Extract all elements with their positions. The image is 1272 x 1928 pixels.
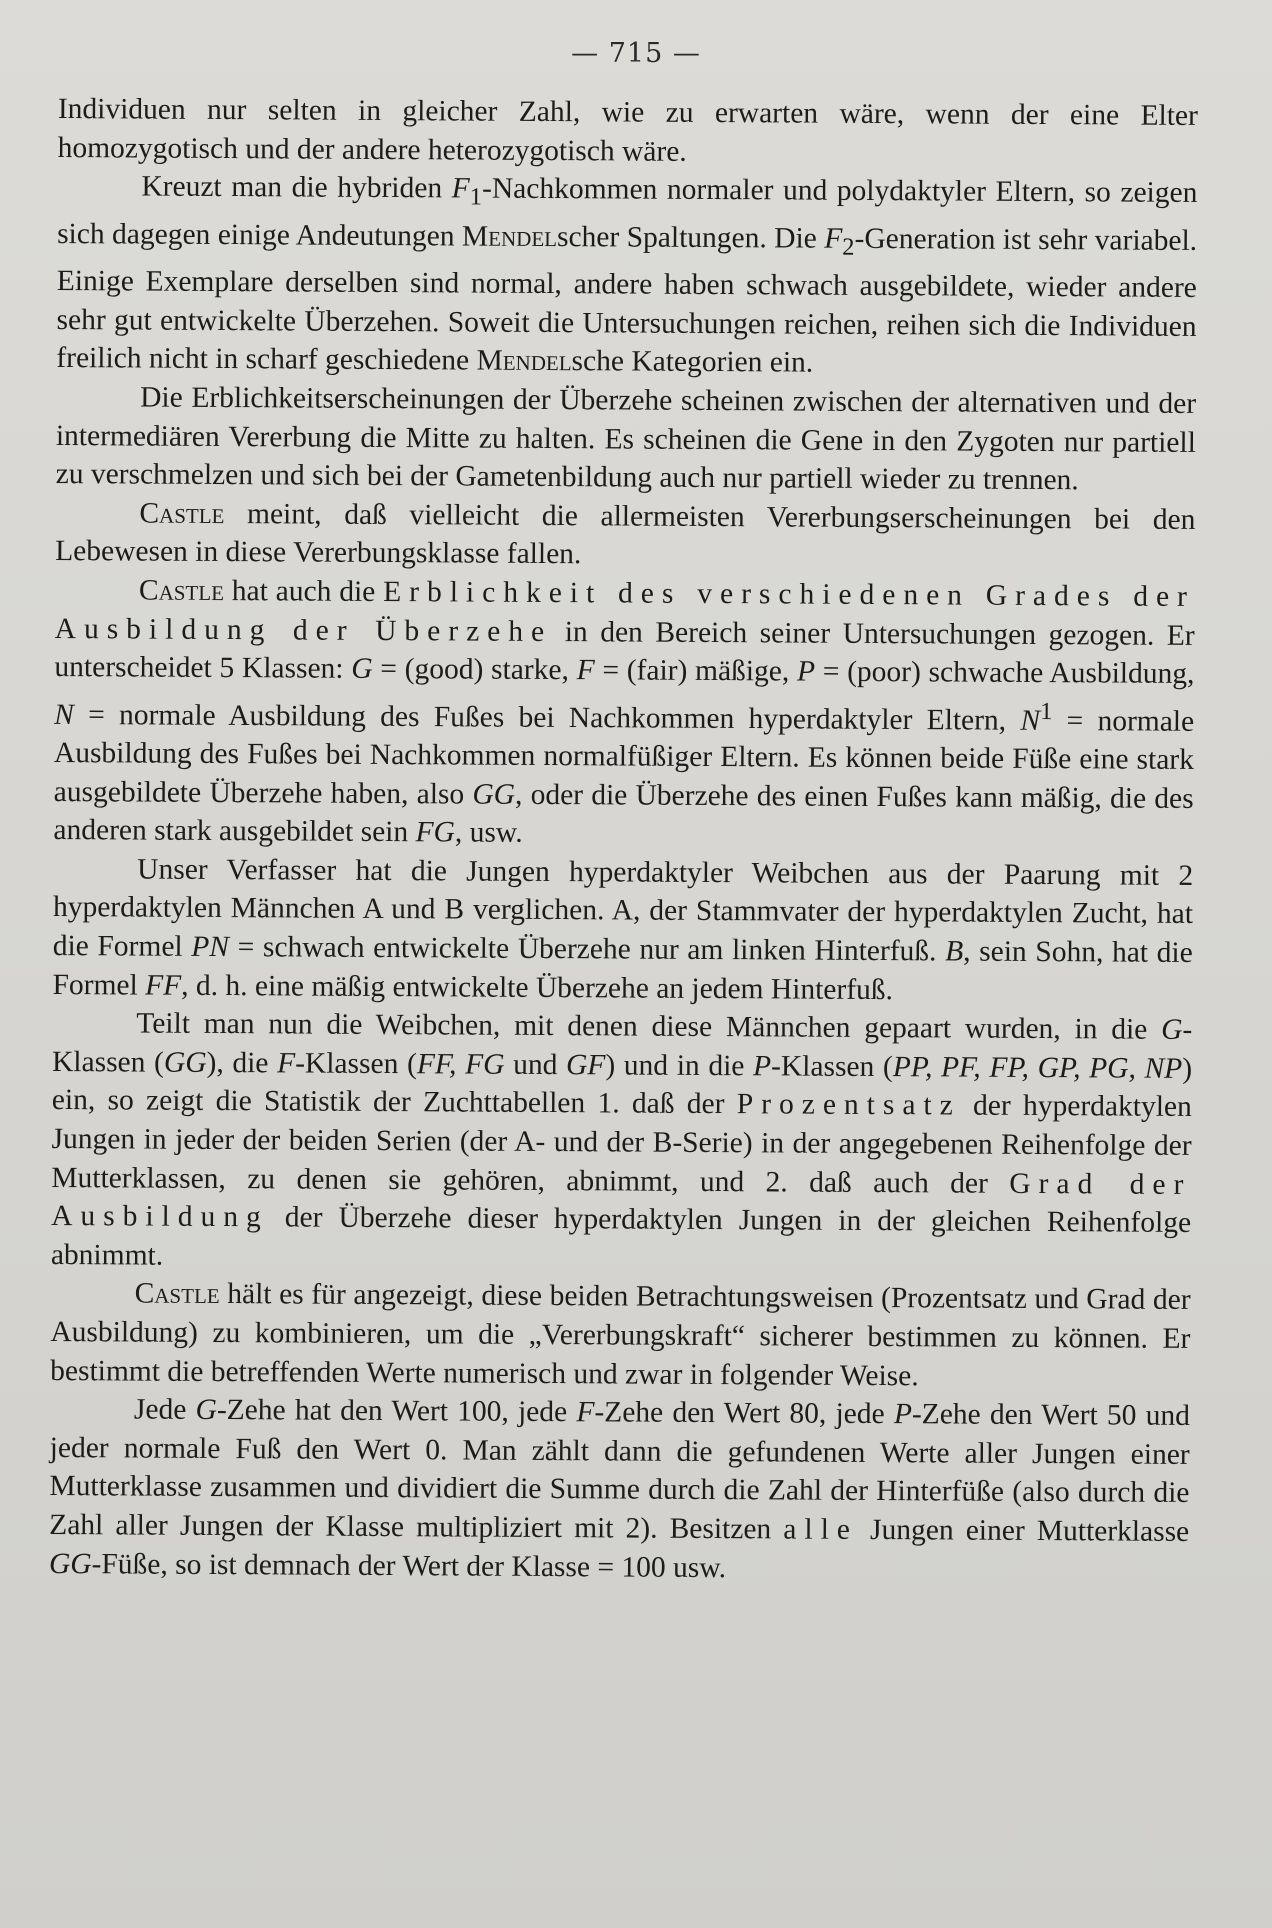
text-run: Jede [133,1393,196,1427]
text-it: F [451,172,470,205]
text-run: -Zehe hat den Wert 100, jede [216,1394,577,1429]
text-it: F [277,1047,296,1080]
text-it: GG [163,1046,207,1079]
text-run: ) ein, so zeigt die Statistik der Zuchttabellen 1. daß der [51,1052,1193,1121]
paragraph [58,90,1198,174]
text-sub: 1 [469,183,483,211]
text-sc: Castle [134,1277,220,1311]
text-it: FG [415,816,455,849]
text-sc: Castle [139,497,225,530]
text-run: scher Spaltungen. Die [556,220,825,255]
text-run: meint, daß vielleicht die allermeisten Vererbungserscheinungen bei den Lebewesen in diese Vererbungsklasse fallen. [55,497,1196,571]
text-it: FF [145,969,182,1002]
text-it: P [752,1050,772,1083]
text-run: -Klassen ( [51,1014,1193,1079]
text-run: Kreuzt man die hybriden [141,170,452,205]
text-run: ) und in die [605,1049,754,1083]
text-it: F [824,222,843,255]
text-run: , sein Sohn, hat die Formel [52,935,1193,1002]
text-it: G [1161,1014,1183,1047]
text-it: GG [472,778,516,811]
text-run: = normale Ausbildung des Fußes bei Nachkommen hyperdaktyler Eltern, [73,698,1021,737]
paragraph [51,1004,1193,1281]
text-it: F [576,654,595,687]
paragraph [55,494,1195,578]
body-text [49,90,1198,1590]
paragraph [49,1390,1190,1590]
text-run: , d. h. eine mäßig entwickelte Überzehe an jedem Hinterfuß. [181,969,894,1006]
text-it: P [796,655,816,688]
text-it: GF [565,1048,606,1082]
text-run: und [504,1048,567,1081]
text-run: ), die [206,1046,278,1080]
text-it: G [351,652,373,686]
page-number: — 715 — [571,38,701,69]
paragraph [56,167,1197,385]
text-run: , oder die Überzehe des einen Fußes kann mäßig, die des anderen stark ausgebildet sein [53,778,1194,849]
text-run: hat auch die [223,574,384,608]
text-spaced: Erblichkeit des verschiedenen Grades der Ausbildung der Überzehe [54,575,1196,648]
text-run: = (fair) mäßige, [594,654,798,688]
text-it: N [54,698,74,731]
text-run: -Zehe den Wert 50 und jeder normale Fuß den Wert 0. Man zählt dann die gefundenen Werte aller Jungen einer Mutterklasse zusammen und dividiert die Summe durch die Zahl der Hinterfüße (also durch die Zahl aller Jungen der Klasse multipliziert mit 2). Besitzen [49,1398,1191,1546]
text-run: in den Bereich seiner Untersuchungen gezogen. Er unterscheidet 5 Klassen: [54,615,1195,685]
text-it: F [576,1396,595,1429]
text-run: -Füße, so ist demnach der Wert der Klasse = 100 usw. [91,1547,727,1584]
text-it: P [893,1398,913,1431]
text-run: = schwach entwickelte Überzehe nur am linken Hinterfuß. [228,931,946,968]
text-run: hält es für angezeigt, diese beiden Betrachtungsweisen (Prozentsatz und Grad der Ausbildung) zu kombinieren, um die „Vererbungskraft“ sicherer bestimmen zu können. Er bestimmt die betreffenden Werte numerisch und zwar in folgender Weise. [50,1278,1191,1392]
text-run: sche Kategorien ein. [571,345,814,379]
text-it: G [195,1394,217,1427]
text-sc: Mendel [476,344,572,378]
paragraph [52,850,1193,1011]
text-sub: 2 [842,233,855,261]
text-run: Unser Verfasser hat die Jungen hyperdaktyler Weibchen aus der Paarung mit 2 hyperdaktylen Männchen A und B verglichen. A, der Stammvater der hyperdaktylen Zucht, hat die Formel [52,853,1194,963]
text-spaced: Prozentsatz [736,1088,961,1122]
paragraph [56,378,1197,501]
text-run: , usw. [454,816,523,850]
text-run: -Zehe den Wert 80, jede [594,1396,894,1431]
text-run: -Generation ist sehr variabel. Einige Exemplare derselben sind normal, andere haben schwach ausgebildete, wieder andere sehr gut entwickelte Überzehen. Soweit die Untersuchungen reichen, reihen sich die Individuen freilich nicht in scharf geschiedene [56,222,1198,377]
text-run: Individuen nur selten in gleicher Zahl, wie zu erwarten wäre, wenn der eine Elter homozygotisch und der andere heterozygotisch wäre. [57,92,1198,168]
text-run: Jungen einer Mutterklasse [857,1513,1190,1548]
text-run: = (poor) schwache Ausbildung, [814,655,1195,691]
text-it: N [1020,704,1041,737]
text-run: = normale Ausbildung des Fußes bei Nachkommen normalfüßiger Eltern. Es können beide Füße eine stark ausgebildete Überzehe haben, also [53,704,1195,811]
text-spaced: alle [783,1513,859,1546]
paragraph [53,571,1195,857]
text-run: = (good) starke, [372,653,577,687]
text-sc: Mendel [461,220,558,253]
text-it: PP, PF, FP, GP, PG, NP [892,1050,1183,1085]
text-spaced: Grad der Ausbildung [51,1167,1192,1234]
text-run: -Nachkommen normaler und polydaktyler Eltern, so zeigen sich dagegen einige Andeutungen [57,172,1198,253]
text-run: Die Erblichkeitserscheinungen der Überzehe scheinen zwischen der alternativen und der intermediären Vererbung die Mitte zu halten. Es scheinen die Gene in den Zygoten nur partiell zu verschmelzen und sich bei der Gametenbildung auch nur partiell wieder zu trennen. [55,381,1197,497]
text-run: der hyperdaktylen Jungen in jeder der beiden Serien (der A- und der B-Serie) in der angegebenen Reihenfolge der Mutterklassen, zu denen sie gehören, abnimmt, und 2. daß auch der [51,1089,1192,1200]
text-it: B [945,935,964,968]
text-run: -Klassen ( [771,1050,893,1083]
text-it: PN [191,930,230,964]
paragraph [50,1274,1191,1397]
text-run: -Klassen ( [295,1047,417,1081]
text-run: Teilt man nun die Weibchen, mit denen diese Männchen gepaart wurden, in die [136,1007,1162,1047]
text-sc: Castle [138,574,225,607]
text-it: FF, FG [416,1048,505,1081]
text-run: der Überzehe dieser hyperdaktylen Jungen in der gleichen Reihenfolge abnimmt. [50,1201,1192,1272]
text-sup: 1 [1040,697,1053,725]
text-it: GG [48,1547,92,1580]
